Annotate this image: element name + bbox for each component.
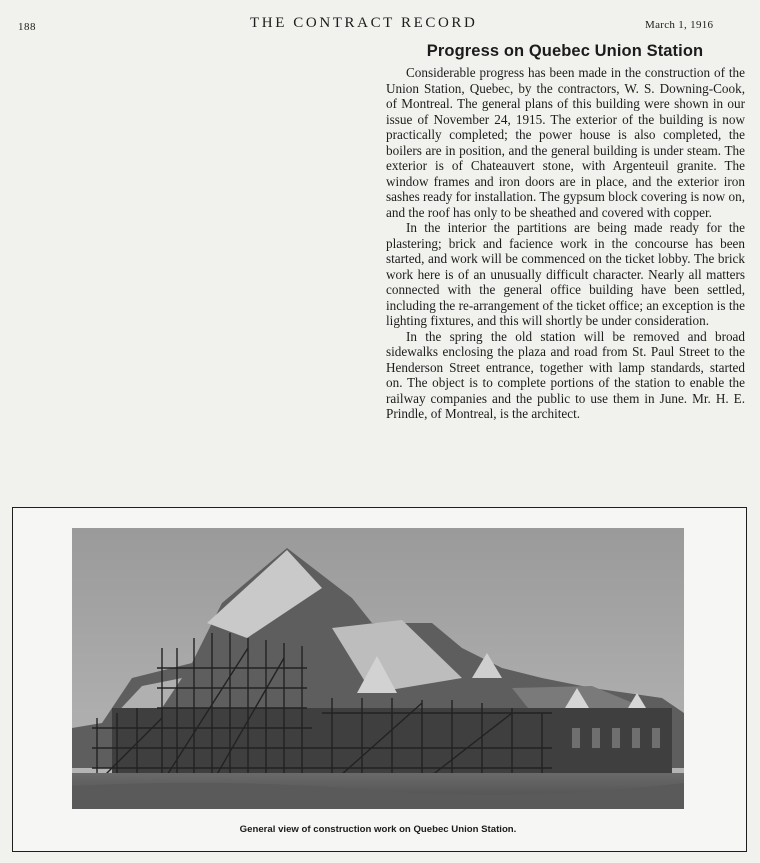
article-paragraph-2: In the interior the partitions are being made ready for the plastering; brick and facience work in the concourse has been started, and work will be commenced on the ticket lobby. The brick work here is of an unusually difficult character. Nearly all matters connected with the general office building have been settled, including the re-arrangement of the ticket office; an exception is the lighting fixtures, and this will shortly be under consideration. — [386, 220, 745, 328]
article-paragraph-3: In the spring the old station will be removed and broad sidewalks enclosing the plaza and road from St. Paul Street to the Henderson Street entrance, together with lamp standards, started on. The object is to complete portions of the station to enable the railway companies and the public to use them in June. Mr. H. E. Prindle, of Montreal, is the architect. — [386, 328, 745, 421]
article-paragraph-1: Considerable progress has been made in the construction of the Union Station, Quebec, by the contractors, W. S. Downing-Cook, of Montreal. The general plans of this building were shown in our issue of November 24, 1915. The exterior of the building is now practically completed; the power house is also completed, the boilers are in position, and the general building is under steam. The exterior is of Chateauvert stone, with Argenteuil granite. The window frames and iron doors are in place, and the exterior iron sashes ready for installation. The gypsum block covering is now on, and the roof has only to be sheathed and covered with copper. — [386, 65, 745, 220]
figure-caption: General view of construction work on Quebec Union Station. — [239, 824, 517, 835]
article-body — [386, 65, 745, 422]
issue-date: March 1, 1916 — [645, 19, 714, 31]
publication-masthead: THE CONTRACT RECORD — [250, 15, 478, 31]
construction-photo — [72, 528, 684, 809]
page-number: 188 — [18, 21, 36, 33]
article-title: Progress on Quebec Union Station — [426, 42, 704, 60]
